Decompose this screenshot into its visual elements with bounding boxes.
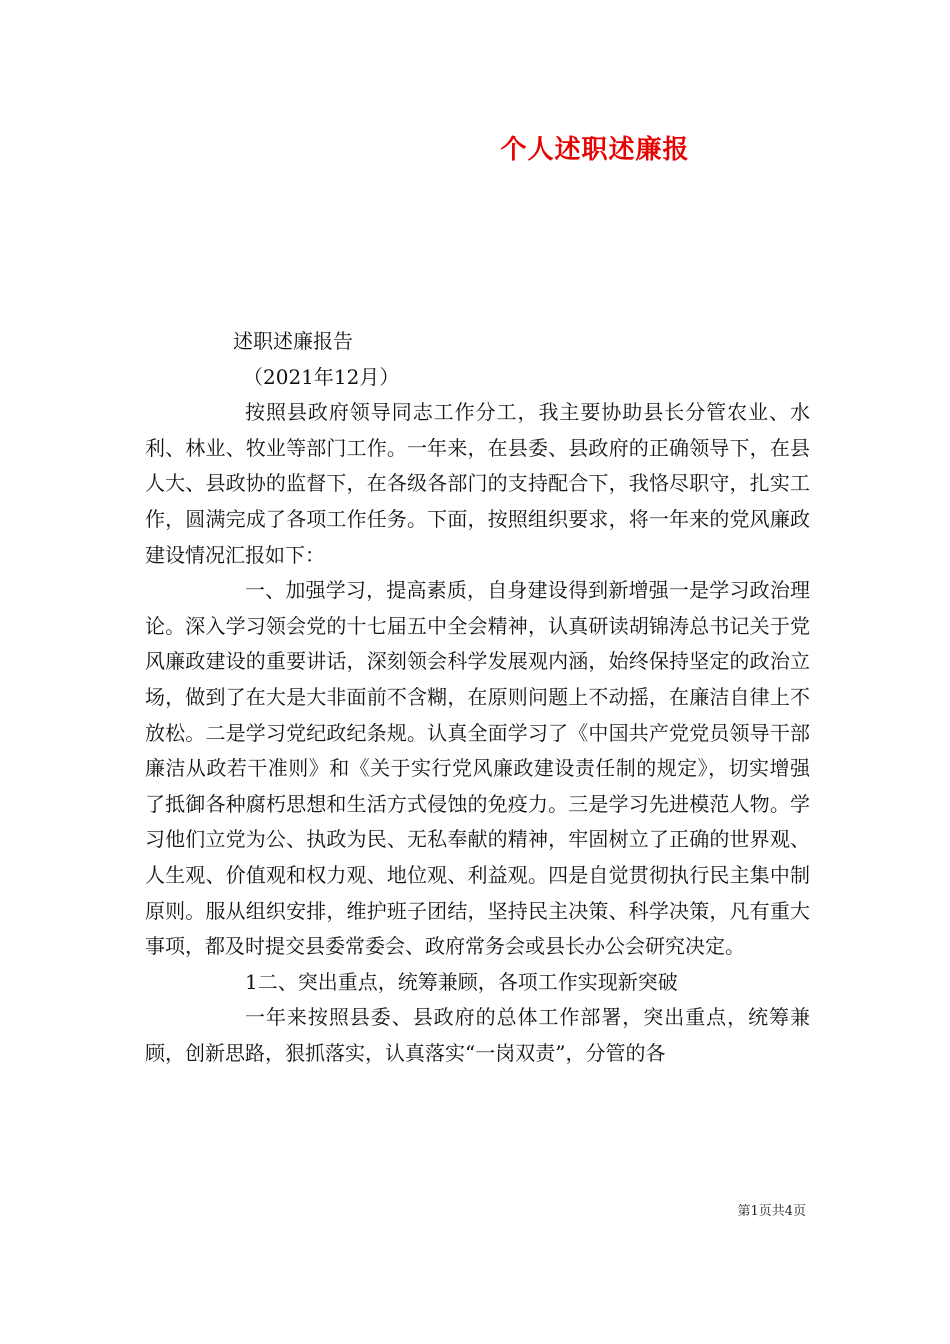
report-subtitle: 述职述廉报告: [233, 329, 353, 353]
document-body: [145, 324, 810, 1071]
section-heading-two: 1二、突出重点，统筹兼顾，各项工作实现新突破: [245, 969, 678, 994]
paragraph-intro: 按照县政府领导同志工作分工，我主要协助县长分管农业、水利、林业、牧业等部门工作。一年来，在县委、县政府的正确领导下，在县人大、县政协的监督下，在各级各部门的支持配合下，我恪尽职守，扎实工作，圆满完成了各项工作任务。下面，按照组织要求，将一年来的党风廉政建设情况汇报如下：: [145, 400, 810, 567]
document-title: 个人述职述廉报: [500, 135, 690, 165]
report-date: （2021年12月）: [243, 364, 400, 389]
paragraph-section-two: 一年来按照县委、县政府的总体工作部署，突出重点，统筹兼顾，创新思路，狠抓落实，认真落实“一岗双责”，分管的各: [145, 1005, 810, 1065]
page-number-footer: 第1页共4页: [737, 1204, 806, 1219]
paragraph-section-one: 一、加强学习，提高素质，自身建设得到新增强一是学习政治理论。深入学习领会党的十七届五中全会精神，认真研读胡锦涛总书记关于党风廉政建设的重要讲话，深刻领会科学发展观内涵，始终保持坚定的政治立场，做到了在大是大非面前不含糊，在原则问题上不动摇，在廉洁自律上不放松。二是学习党纪政纪条规。认真全面学习了《中国共产党党员领导干部廉洁从政若干准则》和《关于实行党风廉政建设责任制的规定》，切实增强了抵御各种腐朽思想和生活方式侵蚀的免疫力。三是学习先进模范人物。学习他们立党为公、执政为民、无私奉献的精神，牢固树立了正确的世界观、人生观、价值观和权力观、地位观、利益观。四是自觉贯彻执行民主集中制原则。服从组织安排，维护班子团结，坚持民主决策、科学决策，凡有重大事项，都及时提交县委常委会、政府常务会或县长办公会研究决定。: [145, 578, 810, 959]
